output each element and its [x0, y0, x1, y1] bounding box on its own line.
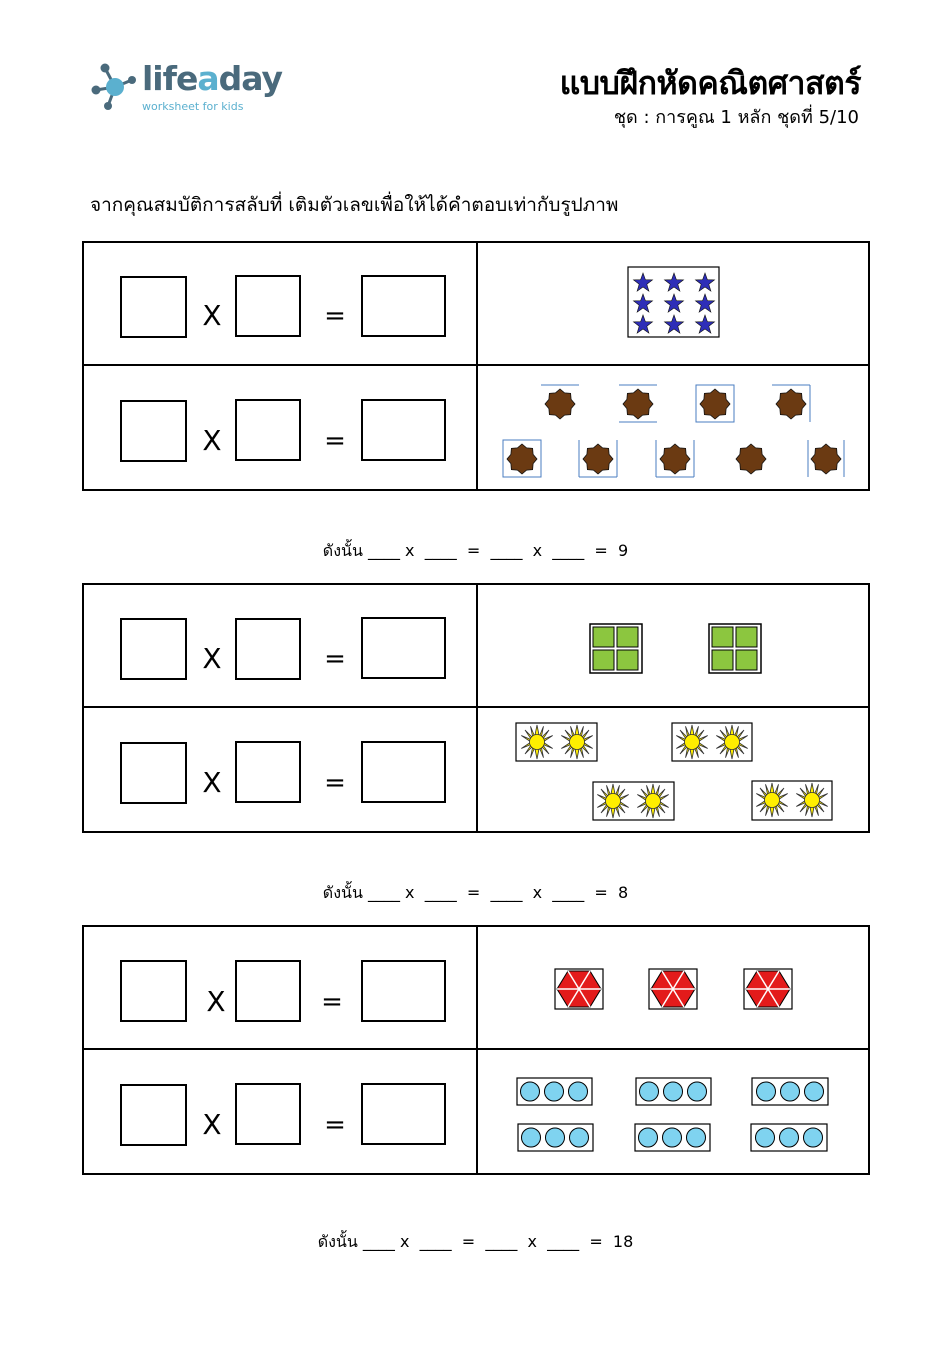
exercise-section-1: [82, 241, 870, 491]
answer-box-factor-2[interactable]: [235, 741, 301, 803]
equals-sign: =: [324, 301, 346, 331]
picture-yellow-suns: [478, 709, 868, 832]
answer-box-product[interactable]: [361, 741, 446, 803]
answer-box-product[interactable]: [361, 617, 446, 679]
answer-box-product[interactable]: [361, 960, 446, 1022]
exercise-row-3-1: [84, 927, 868, 1050]
answer-box-product[interactable]: [361, 1083, 446, 1145]
answer-box-factor-2[interactable]: [235, 399, 301, 461]
picture-brown-stars: [478, 367, 868, 490]
multiply-sign: X: [206, 985, 226, 1018]
answer-box-factor-2[interactable]: [235, 960, 301, 1022]
multiply-sign: X: [202, 299, 222, 332]
answer-box-factor-1[interactable]: [120, 400, 187, 462]
answer-box-factor-2[interactable]: [235, 1083, 301, 1145]
answer-box-factor-1[interactable]: [120, 960, 187, 1022]
logo-name: lifeaday: [142, 59, 283, 98]
multiply-sign: X: [202, 642, 222, 675]
lifeaday-logo: [90, 60, 290, 120]
answer-box-factor-1[interactable]: [120, 618, 187, 680]
equals-sign: =: [324, 768, 346, 798]
answer-box-factor-1[interactable]: [120, 1084, 187, 1146]
instruction-text: จากคุณสมบัติการสลับที่ เติมตัวเลขเพื่อให้ได้คำตอบเท่ากับรูปภาพ: [90, 194, 619, 216]
equals-sign: =: [324, 426, 346, 456]
answer-box-product[interactable]: [361, 399, 446, 461]
square-icon: [590, 624, 642, 673]
equals-sign: =: [324, 1110, 346, 1140]
equals-sign: =: [324, 644, 346, 674]
exercise-section-3: [82, 925, 870, 1175]
picture-blue-stars: [478, 243, 868, 366]
page-subtitle: ชุด : การคูณ 1 หลัก ชุดที่ 5/10: [613, 107, 859, 128]
triangle-icon: [555, 969, 603, 1009]
square-icon: [709, 624, 761, 673]
logo-accent-letter: a: [197, 59, 219, 98]
multiply-sign: X: [202, 1108, 222, 1141]
exercise-row-2-2: [84, 709, 868, 832]
summary-line-1: ดังนั้น ____ x ____ = ____ x ____ = 9: [322, 541, 629, 560]
logo-tagline: worksheet for kids: [142, 100, 244, 113]
exercise-section-2: [82, 583, 870, 833]
answer-box-factor-2[interactable]: [235, 275, 301, 337]
multiply-sign: X: [202, 766, 222, 799]
picture-red-hexagons: [478, 927, 868, 1050]
star-icon: [507, 389, 841, 474]
star-icon: [634, 273, 715, 333]
multiply-sign: X: [202, 424, 222, 457]
answer-box-factor-2[interactable]: [235, 618, 301, 680]
summary-line-3: ดังนั้น ____ x ____ = ____ x ____ = 18: [317, 1232, 634, 1251]
equals-sign: =: [321, 987, 343, 1017]
exercise-row-1-1: [84, 243, 868, 366]
exercise-row-3-2: [84, 1051, 868, 1174]
molecule-logo-icon: [90, 60, 140, 112]
picture-green-squares: [478, 585, 868, 708]
exercise-row-2-1: [84, 585, 868, 708]
triangle-icon: [744, 969, 792, 1009]
answer-box-product[interactable]: [361, 275, 446, 337]
answer-box-factor-1[interactable]: [120, 742, 187, 804]
picture-blue-circles: [478, 1051, 868, 1174]
page-title: แบบฝึกหัดคณิตศาสตร์: [559, 64, 861, 102]
answer-box-factor-1[interactable]: [120, 276, 187, 338]
exercise-row-1-2: [84, 367, 868, 490]
logo-wordmark: [142, 59, 283, 98]
triangle-icon: [649, 969, 697, 1009]
summary-line-2: ดังนั้น ____ x ____ = ____ x ____ = 8: [322, 883, 629, 902]
